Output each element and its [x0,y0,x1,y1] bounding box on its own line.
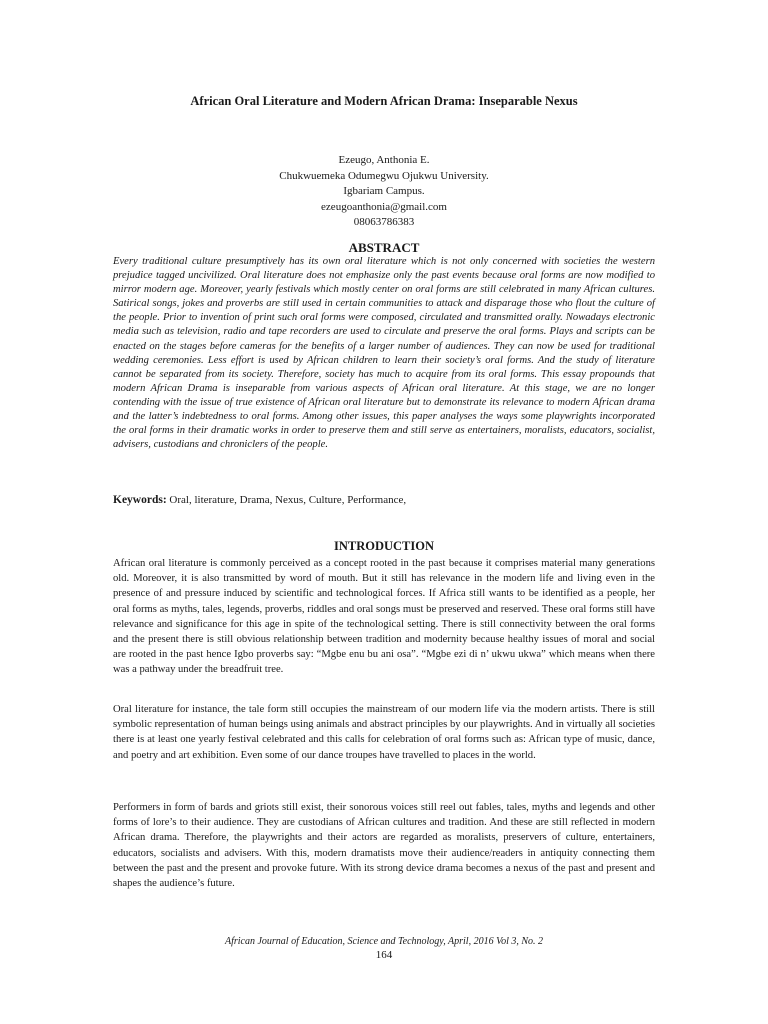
author-email: ezeugoanthonia@gmail.com [321,200,447,213]
keywords-text: Oral, literature, Drama, Nexus, Culture, Performance, [166,494,407,506]
intro-paragraph-1: African oral literature is commonly perceived as a concept rooted in the past because it comprises material many generations old. Moreover, it is also transmitted by word of mouth. But it still has relevance in the modern life and living even in the presence of and pressure induced by scientific and technological forces. If Africa still wants to be identified as a people, her oral forms as myths, tales, legends, proverbs, riddles and oral songs must be preserved and reserved. These oral forms still have relevance and significance for this age in spite of the technological setting. There is still connectivity between the oral forms and the present there is still obvious relationship between tradition and modernity because healthy issues of moral and social are rooted in the past hence Igbo proverbs say: “Mgbe enu bu ani osa”. “Mgbe ezi di n’ ukwu ukwa” which means when there was a pathway under the breadfruit tree. [113,558,655,676]
journal-footer: African Journal of Education, Science and Technology, April, 2016 Vol 3, No. 2 [224,936,544,947]
author-campus: Igbariam Campus. [343,185,425,198]
author-affiliation: Chukwuemeka Odumegwu Ojukwu University. [279,169,489,182]
intro-paragraph-3: Performers in form of bards and griots still exist, their sonorous voices still reel out fables, tales, myths and legends and other forms of lore’s to their audience. They are custodians of African cultures and tradition. And these are still reflected in modern African drama. Therefore, the playwrights and their actors are regarded as moralists, preservers of culture, entertainers, educators, socialists and advisers. With this, modern dramatists move their audience/readers in antiquity connecting them between the past and the present and provoke future. With its strong device drama becomes a nexus of the past and present and shapes the audience’s future. [113,802,655,890]
author-name: Ezeugo, Anthonia E. [338,154,430,166]
introduction-heading: INTRODUCTION [333,539,434,553]
page-number: 164 [375,949,393,961]
author-block [0,153,768,231]
abstract-text: Every traditional culture presumptively has its own oral literature which is not only concerned with societies the western prejudice tagged uncivilized. Oral literature does not emphasize only the past events because oral forms are now modified to mirror modern age. Moreover, yearly festivals which mostly center on oral forms are still celebrated in many African cultures. Satirical songs, jokes and proverbs are still used in certain communities to attack and disparage those who flout the culture of the people. Prior to invention of print such oral forms were composed, circulated and transmitted orally. Nowadays electronic media such as television, radio and tape recorders are used to circulate and preserve the oral forms. Plays and scripts can be enacted on the stages before cameras for the benefits of a larger number of audiences. They can now be used for traditional wedding ceremonies. Less effort is used by African children to learn their society’s oral forms. And the study of literature cannot be separated from its society. Therefore, society has much to acquire from its oral forms. This essay propounds that modern African Drama is inseparable from various aspects of African oral literature. At this stage, we are no longer contending with the issue of true existence of African oral literature but to demonstrate its relevance to modern African drama and the latter’s indebtedness to oral forms. Among other issues, this paper analyses the ways some playwrights incorporated the oral forms in their dramatic works in order to preserve them and still serve as entertainers, moralists, educators, socialist, advisers, custodians and chroniclers of the people. [113,256,655,451]
author-phone: 08063786383 [353,216,415,229]
intro-paragraph-2: Oral literature for instance, the tale form still occupies the mainstream of our modern life via the modern artists. There is still symbolic representation of human beings using animals and abstract principles by our playwrights. And in virtually all societies there is at least one yearly festival celebrated and this calls for celebration of oral forms such as: African type of music, dance, and poetry and art exhibition. Even some of our dance troupes have travelled to places in the world. [113,704,655,761]
keywords-line [113,494,655,506]
abstract-heading: ABSTRACT [348,240,420,255]
paper-title: African Oral Literature and Modern African Drama: Inseparable Nexus [190,94,578,108]
keywords-label: Keywords: [113,494,167,506]
